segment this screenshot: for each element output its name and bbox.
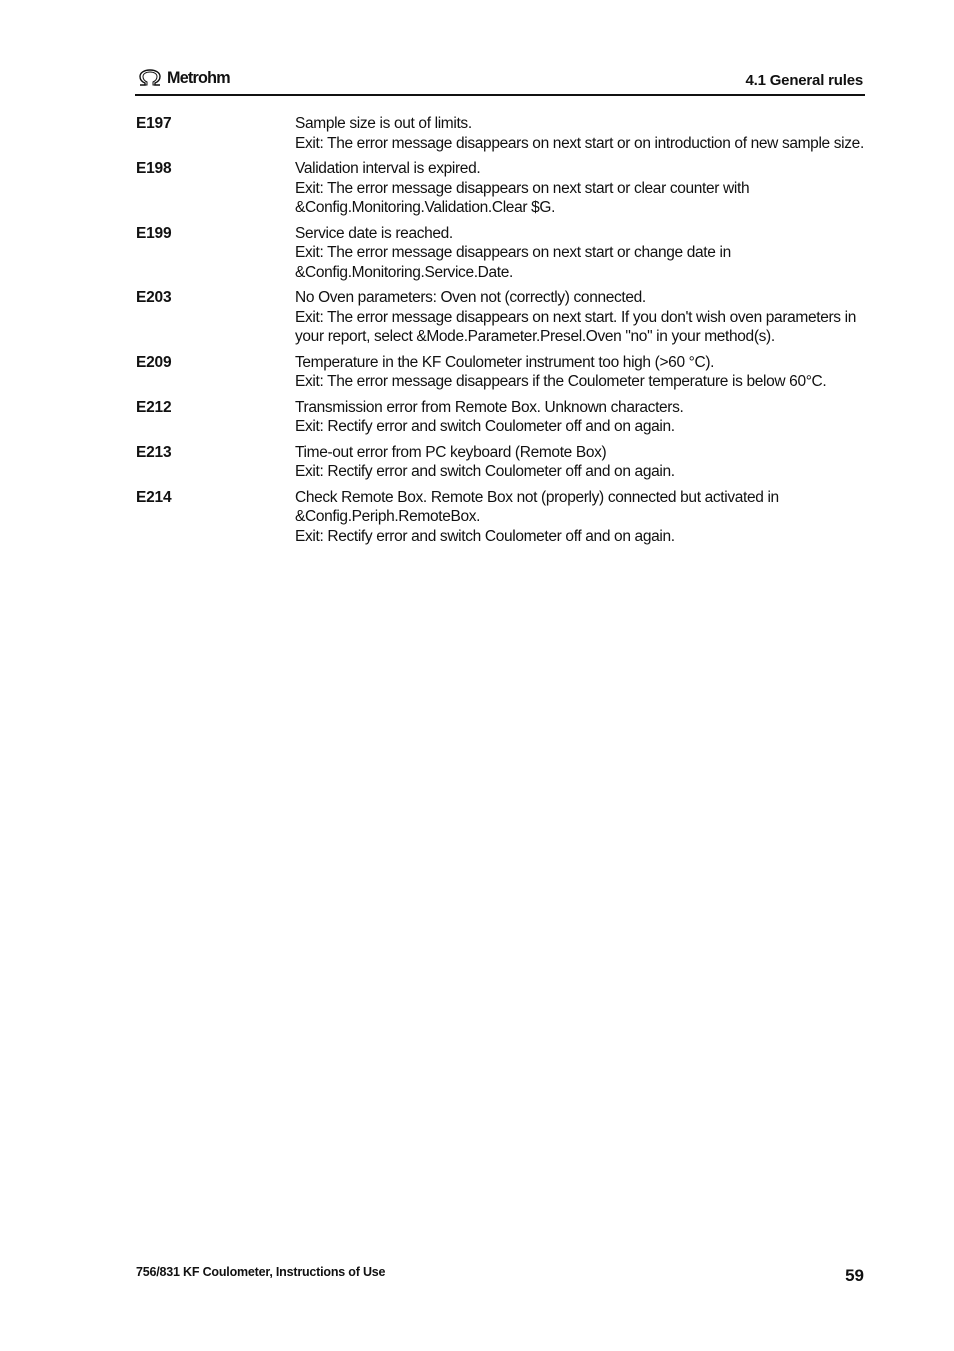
error-code: E203 xyxy=(136,289,172,306)
error-entry-e203 xyxy=(136,288,866,347)
page-header xyxy=(135,66,865,96)
error-code: E199 xyxy=(136,224,172,242)
error-description: Sample size is out of limits. Exit: The error message disappears on next start or on introduction of new sample size. xyxy=(295,115,864,152)
error-list xyxy=(136,114,866,552)
error-entry-e209 xyxy=(136,353,866,392)
metrohm-logo xyxy=(137,66,233,90)
error-entry-e199 xyxy=(136,224,866,283)
error-description: No Oven parameters: Oven not (correctly) connected. Exit: The error message disappears on next start. If you don't wish oven parameters in your report, select &Mode.Parameter.Presel.Oven "no" in your method(s). xyxy=(295,289,857,345)
error-code: E197 xyxy=(136,115,172,132)
error-entry-e213 xyxy=(136,443,866,482)
error-entry-e212 xyxy=(136,398,866,437)
section-title: 4.1 General rules xyxy=(745,72,863,89)
error-description: Check Remote Box. Remote Box not (properly) connected but activated in &Config.Periph.RemoteBox. Exit: Rectify error and switch Coulometer off and on again. xyxy=(295,488,779,545)
error-code: E209 xyxy=(136,353,172,371)
page-number: 59 xyxy=(845,1266,864,1285)
error-code: E214 xyxy=(136,488,172,506)
error-description: Validation interval is expired. Exit: The error message disappears on next start or clear counter with &Config.Monitoring.Validation.Clear $G. xyxy=(295,160,750,216)
error-description: Service date is reached. Exit: The error message disappears on next start or change date in &Config.Monitoring.Service.Date. xyxy=(295,224,731,281)
omega-icon xyxy=(137,68,163,88)
error-entry-e198 xyxy=(136,159,866,218)
error-description: Transmission error from Remote Box. Unknown characters. Exit: Rectify error and switch Coulometer off and on again. xyxy=(295,398,684,435)
error-code: E213 xyxy=(136,443,172,461)
error-entry-e197 xyxy=(136,114,866,153)
error-entry-e214 xyxy=(136,488,866,547)
error-description: Temperature in the KF Coulometer instrument too high (>60 °C). Exit: The error message disappears if the Coulometer temperature is below 60°C. xyxy=(295,353,827,390)
footer-document-title: 756/831 KF Coulometer, Instructions of Use xyxy=(136,1265,386,1279)
error-code: E212 xyxy=(136,398,172,416)
error-code: E198 xyxy=(136,160,172,177)
brand-name: Metrohm xyxy=(167,68,230,87)
error-description: Time-out error from PC keyboard (Remote Box) Exit: Rectify error and switch Coulometer off and on again. xyxy=(295,443,675,480)
